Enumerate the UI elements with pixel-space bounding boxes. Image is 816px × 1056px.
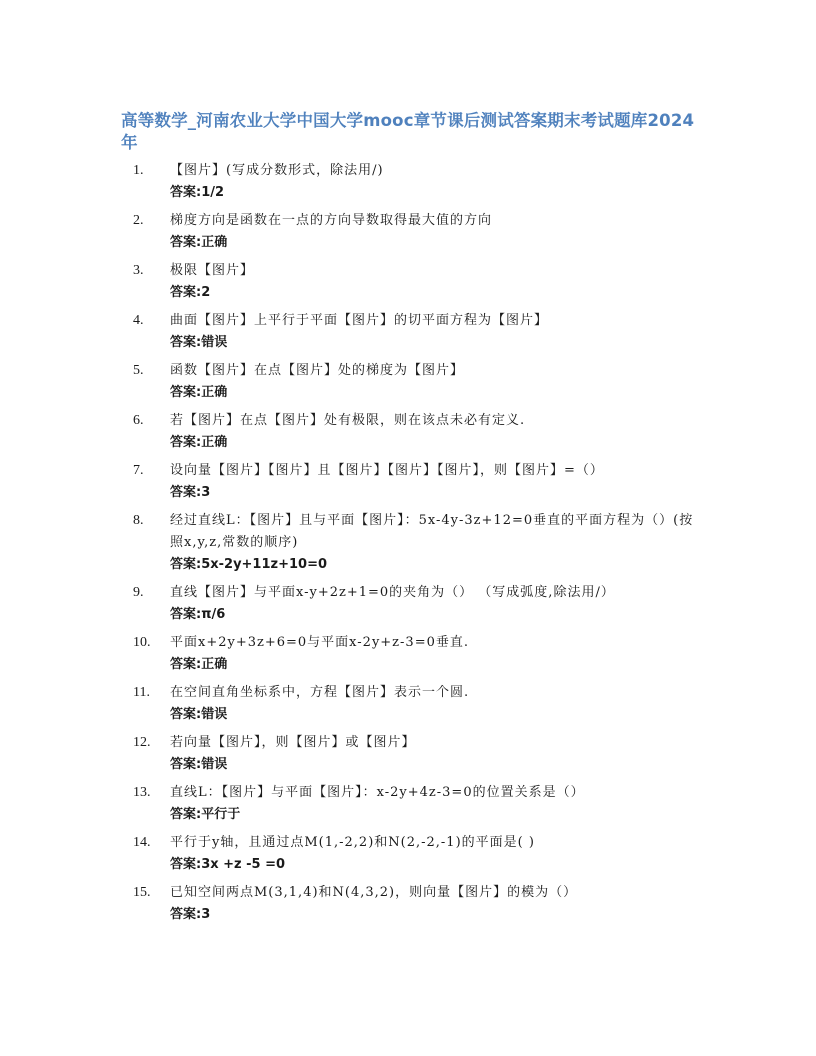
question-item [0,360,816,404]
question-item [0,882,816,926]
question-number: 11. [133,685,150,700]
question-number: 2. [133,213,144,228]
question-item [0,732,816,776]
question-item [0,410,816,454]
question-number: 4. [133,313,144,328]
question-text: 设向量【图片】【图片】且【图片】【图片】【图片】，则【图片】=（） [170,463,604,478]
question-text: 【图片】(写成分数形式，除法用/) [170,163,384,178]
question-number: 5. [133,363,144,378]
answer-text: 答案:错误 [170,757,228,772]
question-text: 直线【图片】与平面x-y+2z+1=0的夹角为（） （写成弧度,除法用/） [170,585,615,600]
question-number: 3. [133,263,144,278]
answer-text: 答案:平行于 [170,807,241,822]
question-item [0,510,816,576]
question-text: 梯度方向是函数在一点的方向导数取得最大值的方向 [170,213,493,228]
question-item [0,632,816,676]
question-number: 7. [133,463,144,478]
answer-text: 答案:2 [170,285,211,300]
document-title: 高等数学_河南农业大学中国大学mooc章节课后测试答案期末考试题库2024年 [121,111,695,152]
answer-text: 答案:正确 [170,657,228,672]
question-item [0,832,816,876]
question-text: 已知空间两点M(3,1,4)和N(4,3,2)，则向量【图片】的模为（） [170,885,578,900]
question-number: 8. [133,513,144,528]
answer-text: 答案:正确 [170,385,228,400]
question-list [0,160,816,932]
question-text: 若向量【图片】，则【图片】或【图片】 [170,735,416,750]
answer-text: 答案:3x +z -5 =0 [170,857,286,872]
question-number: 6. [133,413,144,428]
question-text: 平面x+2y+3z+6=0与平面x-2y+z-3=0垂直. [170,635,469,650]
question-item [0,160,816,204]
question-number: 13. [133,785,151,800]
question-number: 12. [133,735,151,750]
question-item [0,210,816,254]
question-text: 曲面【图片】上平行于平面【图片】的切平面方程为【图片】 [170,313,549,328]
answer-text: 答案:3 [170,907,211,922]
answer-text: 答案:3 [170,485,211,500]
question-item [0,682,816,726]
question-item [0,260,816,304]
answer-text: 答案:π/6 [170,607,226,622]
answer-text: 答案:5x-2y+11z+10=0 [170,557,328,572]
answer-text: 答案:错误 [170,707,228,722]
question-text: 直线L：【图片】与平面【图片】：x-2y+4z-3=0的位置关系是（） [170,785,585,800]
answer-text: 答案:正确 [170,235,228,250]
answer-text: 答案:错误 [170,335,228,350]
question-number: 15. [133,885,151,900]
question-number: 1. [133,163,144,178]
question-item [0,782,816,826]
question-item [0,460,816,504]
question-number: 9. [133,585,144,600]
question-text: 若【图片】在点【图片】处有极限，则在该点未必有定义. [170,413,526,428]
question-text: 在空间直角坐标系中，方程【图片】表示一个圆. [170,685,470,700]
question-number: 14. [133,835,151,850]
answer-text: 答案:1/2 [170,185,225,200]
question-text: 经过直线L：【图片】且与平面【图片】：5x-4y-3z+12=0垂直的平面方程为（）(按照x,y,z,常数的顺序) [170,513,694,550]
question-text: 函数【图片】在点【图片】处的梯度为【图片】 [170,363,465,378]
answer-text: 答案:正确 [170,435,228,450]
question-item [0,582,816,626]
question-number: 10. [133,635,151,650]
question-text: 极限【图片】 [170,263,255,278]
question-text: 平行于y轴，且通过点M(1,-2,2)和N(2,-2,-1)的平面是( ) [170,835,535,850]
question-item [0,310,816,354]
